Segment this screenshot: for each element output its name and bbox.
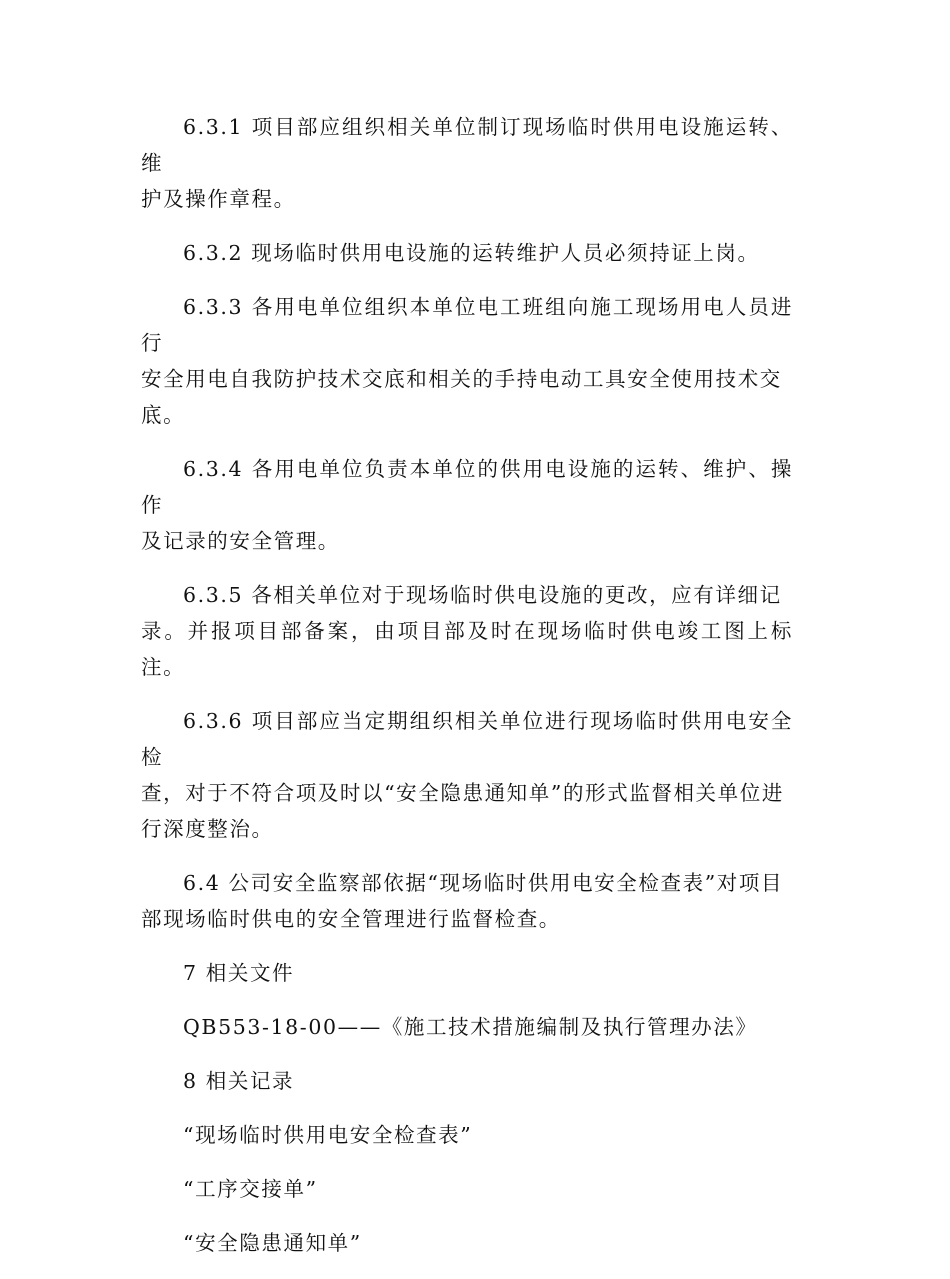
- section-7-heading: 7 相关文件: [183, 961, 295, 985]
- paragraph-line: 6.3.2 现场临时供用电设施的运转维护人员必须持证上岗。: [183, 241, 760, 265]
- paragraph-line: 6.4 公司安全监察部依据“现场临时供用电安全检查表”对项目: [183, 871, 784, 895]
- paragraph-line: 安全用电自我防护技术交底和相关的手持电动工具安全使用技术交: [141, 367, 782, 391]
- paragraph-6-3-5: [141, 577, 793, 685]
- paragraph-line: 6.3.5 各相关单位对于现场临时供电设施的更改，应有详细记: [183, 583, 782, 607]
- paragraph-6-3-4: [141, 451, 793, 559]
- paragraph-line: 录。并报项目部备案，由项目部及时在现场临时供电竣工图上标注。: [141, 619, 793, 679]
- related-document-item: QB553-18-00——《施工技术措施编制及执行管理办法》: [183, 1015, 758, 1039]
- paragraph-line: 行深度整治。: [141, 817, 274, 841]
- paragraph-line: 查，对于不符合项及时以“安全隐患通知单”的形式监督相关单位进: [141, 781, 784, 805]
- section-8-heading: 8 相关记录: [183, 1069, 295, 1093]
- paragraph-line: 底。: [141, 403, 186, 427]
- paragraph-line: 6.3.1 项目部应组织相关单位制订现场临时供用电设施运转、维: [141, 115, 793, 175]
- paragraph-6-3-2: [141, 235, 793, 271]
- paragraph-6-3-6: [141, 703, 793, 847]
- document-body: [141, 109, 793, 1279]
- paragraph-6-3-1: [141, 109, 793, 217]
- related-record-item: “工序交接单”: [183, 1177, 318, 1201]
- related-record-item: “现场临时供用电安全检查表”: [183, 1123, 473, 1147]
- related-record-item: “安全隐患通知单”: [183, 1231, 362, 1255]
- paragraph-line: 6.3.3 各用电单位组织本单位电工班组向施工现场用电人员进行: [141, 295, 793, 355]
- paragraph-6-4: [141, 865, 793, 937]
- paragraph-6-3-3: [141, 289, 793, 433]
- paragraph-line: 及记录的安全管理。: [141, 529, 340, 553]
- paragraph-line: 6.3.6 项目部应当定期组织相关单位进行现场临时供用电安全检: [141, 709, 793, 769]
- paragraph-line: 6.3.4 各用电单位负责本单位的供用电设施的运转、维护、操作: [141, 457, 793, 517]
- paragraph-line: 护及操作章程。: [141, 187, 296, 211]
- paragraph-line: 部现场临时供电的安全管理进行监督检查。: [141, 907, 561, 931]
